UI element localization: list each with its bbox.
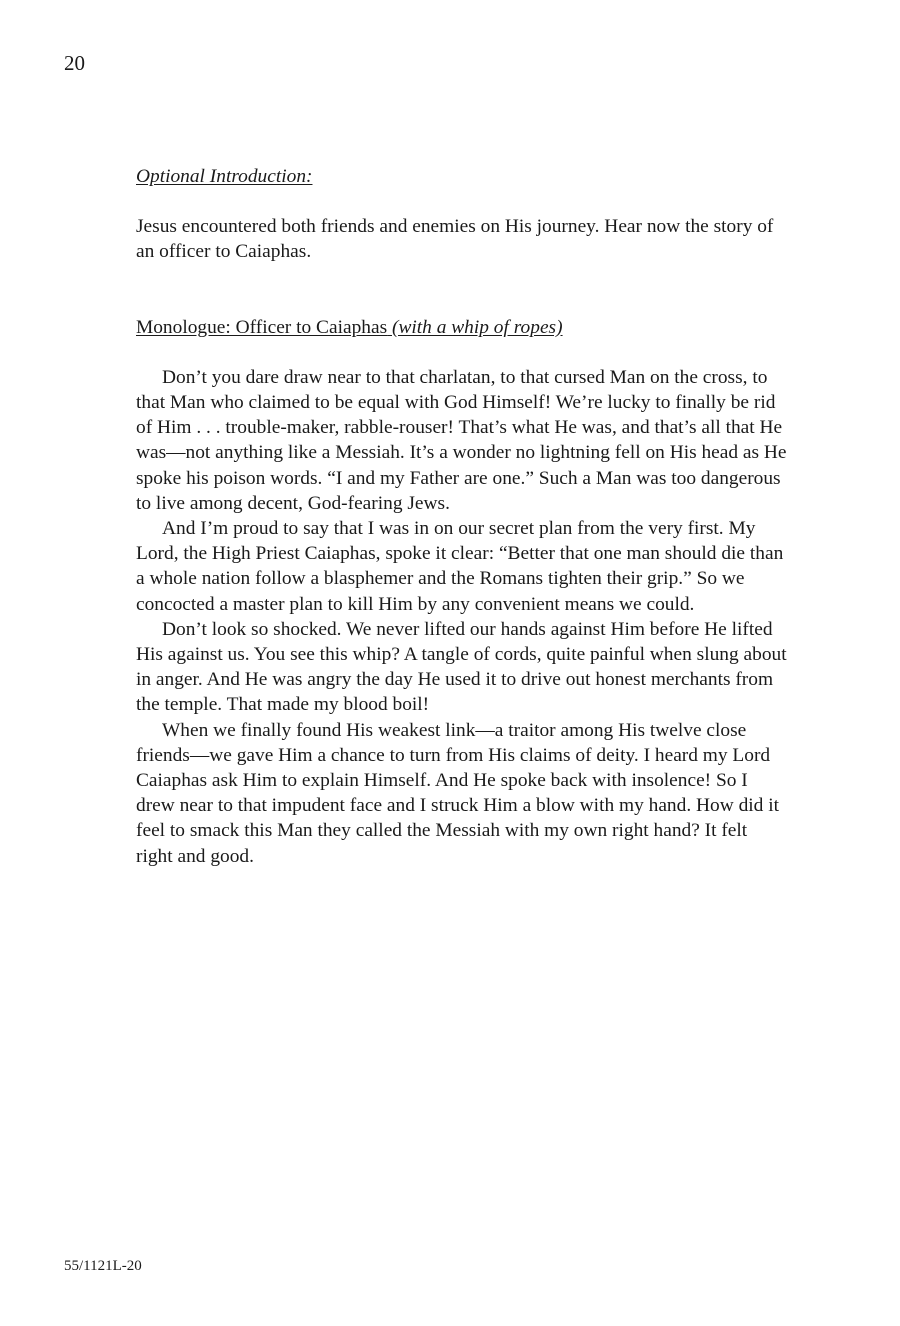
monologue-paragraph: Don’t you dare draw near to that charlatan, to that cursed Man on the cross, to that Man who claimed to be equal with God Himself! We’re lucky to finally be rid of Him . . . trouble-maker, rabble-rouser! That’s what He was, and that’s all that He was—not anything like a Messiah. It’s a wonder no lightning fell on His head as He spoke his poison words. “I and my Father are one.” Such a Man was too dangerous to live among decent, God-fearing Jews. bbox=[136, 366, 787, 514]
monologue-title: Monologue: Officer to Caiaphas bbox=[136, 316, 388, 338]
monologue-paragraph: When we finally found His weakest link—a traitor among His twelve close friends—we gave Him a chance to turn from His claims of deity. I heard my Lord Caiaphas ask Him to explain Himself. And He spoke back with insolence! So I drew near to that impudent face and I struck Him a blow with my hand. How did it feel to smack this Man they called the Messiah with my own right hand? It felt right and good. bbox=[136, 719, 779, 867]
stage-direction: (with a whip of ropes) bbox=[391, 316, 563, 338]
intro-text: Jesus encountered both friends and enemies on His journey. Hear now the story of an officer to Caiaphas. bbox=[136, 216, 774, 263]
page-number: 20 bbox=[64, 51, 85, 75]
monologue-body bbox=[136, 365, 788, 869]
intro-heading: Optional Introduction: bbox=[136, 166, 313, 187]
monologue-heading bbox=[136, 315, 788, 340]
page-content bbox=[136, 164, 788, 869]
monologue-paragraph: Don’t look so shocked. We never lifted our hands against Him before He lifted His against us. You see this whip? A tangle of cords, quite painful when slung about in anger. And He was angry the day He used it to drive out honest merchants from the temple. That made my blood boil! bbox=[136, 618, 787, 716]
monologue-paragraph: And I’m proud to say that I was in on our secret plan from the very first. My Lord, the High Priest Caiaphas, spoke it clear: “Better that one man should die than a whole nation follow a blasphemer and the Romans tighten their grip.” So we concocted a master plan to kill Him by any convenient means we could. bbox=[136, 518, 784, 615]
footer-code: 55/1121L-20 bbox=[64, 1258, 142, 1274]
